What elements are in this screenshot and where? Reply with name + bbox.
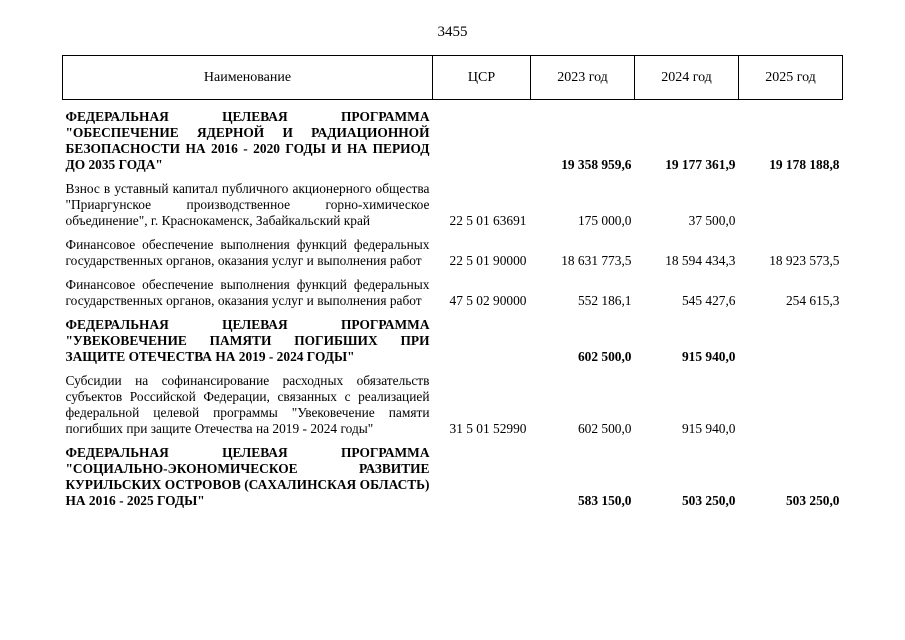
row-2023: 602 500,0: [577, 349, 632, 364]
row-2024: 37 500,0: [688, 213, 736, 228]
row-2025: 503 250,0: [785, 493, 840, 508]
header-2025: 2025 год: [739, 56, 843, 100]
header-name: Наименование: [63, 56, 433, 100]
row-2024: 915 940,0: [681, 349, 736, 364]
row-2025: [739, 173, 843, 229]
table-row: [63, 437, 843, 509]
row-2023: 552 186,1: [577, 293, 632, 308]
row-2024: 19 177 361,9: [665, 157, 736, 172]
row-2025: [739, 309, 843, 365]
row-csr: [433, 309, 531, 365]
row-csr: [433, 437, 531, 509]
row-2025: 18 923 573,5: [769, 253, 840, 268]
row-2025: [739, 365, 843, 437]
row-name: Взнос в уставный капитал публичного акционерного общества "Приаргунское производственное горно-химическое объединение", г. Краснокаменск, Забайкальский край: [65, 181, 430, 228]
row-2023: 18 631 773,5: [561, 253, 632, 268]
page-number: 3455: [437, 24, 468, 40]
row-csr: [433, 100, 531, 174]
row-name: ФЕДЕРАЛЬНАЯ ЦЕЛЕВАЯ ПРОГРАММА "ОБЕСПЕЧЕНИЕ ЯДЕРНОЙ И РАДИАЦИОННОЙ БЕЗОПАСНОСТИ НА 2016 - 2020 ГОДЫ И НА ПЕРИОД ДО 2035 ГОДА": [65, 109, 430, 172]
row-2023: 175 000,0: [577, 213, 632, 228]
row-csr: 47 5 02 90000: [449, 293, 527, 308]
row-2025: 19 178 188,8: [769, 157, 840, 172]
row-name: ФЕДЕРАЛЬНАЯ ЦЕЛЕВАЯ ПРОГРАММА "СОЦИАЛЬНО-ЭКОНОМИЧЕСКОЕ РАЗВИТИЕ КУРИЛЬСКИХ ОСТРОВОВ (САХАЛИНСКАЯ ОБЛАСТЬ) НА 2016 - 2025 ГОДЫ": [65, 445, 430, 508]
row-2023: 583 150,0: [577, 493, 632, 508]
row-csr: 22 5 01 90000: [449, 253, 527, 268]
row-2025: 254 615,3: [785, 293, 840, 308]
row-csr: 31 5 01 52990: [449, 421, 527, 436]
row-name: Субсидии на софинансирование расходных обязательств субъектов Российской Федерации, связанных с реализацией федеральной целевой программы "Увековечение памяти погибших при защите Отечества на 2019 - 2024 годы": [65, 373, 430, 436]
row-2024: 18 594 434,3: [665, 253, 736, 268]
table-row: [63, 100, 843, 174]
row-name: Финансовое обеспечение выполнения функций федеральных государственных органов, оказания услуг и выполнения работ: [65, 237, 430, 268]
row-name: ФЕДЕРАЛЬНАЯ ЦЕЛЕВАЯ ПРОГРАММА "УВЕКОВЕЧЕНИЕ ПАМЯТИ ПОГИБШИХ ПРИ ЗАЩИТЕ ОТЕЧЕСТВА НА 2019 - 2024 ГОДЫ": [65, 317, 430, 364]
row-csr: 22 5 01 63691: [449, 213, 527, 228]
row-2023: 602 500,0: [577, 421, 632, 436]
header-2024: 2024 год: [635, 56, 739, 100]
header-2023: 2023 год: [531, 56, 635, 100]
row-2024: 503 250,0: [681, 493, 736, 508]
table-row: [63, 173, 843, 229]
table-row: [63, 365, 843, 437]
row-name: Финансовое обеспечение выполнения функций федеральных государственных органов, оказания услуг и выполнения работ: [65, 277, 430, 308]
table-header-row: [63, 56, 843, 100]
row-2023: 19 358 959,6: [561, 157, 632, 172]
table-row: [63, 269, 843, 309]
header-csr: ЦСР: [433, 56, 531, 100]
table-row: [63, 229, 843, 269]
row-2024: 545 427,6: [681, 293, 736, 308]
table-row: [63, 309, 843, 365]
row-2024: 915 940,0: [681, 421, 736, 436]
budget-table: [62, 55, 843, 509]
